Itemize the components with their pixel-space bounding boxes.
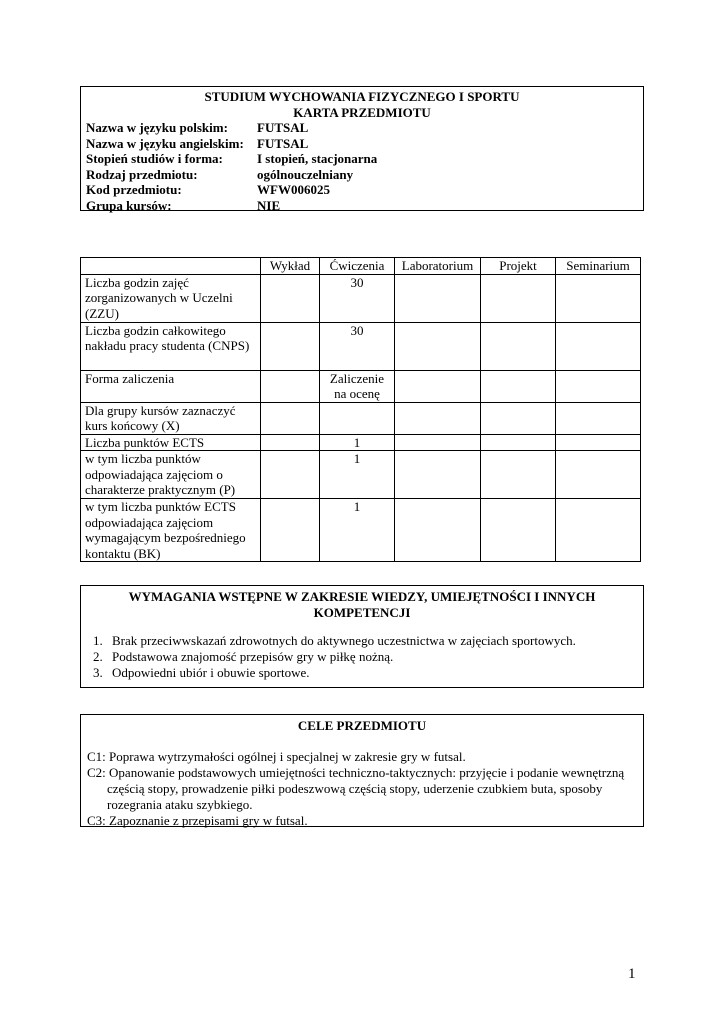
table-cell: [481, 451, 556, 499]
table-cell: [556, 434, 641, 451]
goal-item: C2: Opanowanie podstawowych umiejętności techniczno-taktycznych: przyjęcie i podanie wewnętrzną częścią stopy, prowadzenie piłki podeszwową częścią stopy, uderzenie czubkiem buta, sposoby rozegrania ataku szybkiego.: [87, 765, 625, 812]
table-cell: [395, 274, 481, 322]
table-row: [81, 434, 641, 451]
table-cell: [395, 451, 481, 499]
table-cell: [481, 274, 556, 322]
table-cell: 30: [320, 322, 395, 370]
goal-item: C3: Zapoznanie z przepisami gry w futsal.: [87, 813, 308, 828]
info-value: NIE: [257, 197, 281, 213]
goals-title: CELE PRZEDMIOTU: [297, 718, 427, 733]
table-cell: [481, 370, 556, 402]
info-label: Rodzaj przedmiotu:: [86, 166, 198, 182]
table-cell: [481, 499, 556, 562]
column-header: Laboratorium: [395, 258, 481, 275]
table-cell: [261, 322, 320, 370]
info-row-polish-name: [86, 120, 638, 136]
table-cell: [556, 499, 641, 562]
table-row: [81, 402, 641, 434]
table-cell: Zaliczenie na ocenę: [320, 370, 395, 402]
table-cell: [556, 370, 641, 402]
info-label: Nazwa w języku angielskim:: [86, 135, 244, 151]
table-row: [81, 322, 641, 370]
table-cell: [320, 402, 395, 434]
requirements-box: [80, 585, 644, 688]
table-row: [81, 499, 641, 562]
info-value: FUTSAL: [257, 120, 309, 135]
header-subtitle: KARTA PRZEDMIOTU: [293, 104, 431, 120]
requirements-title: WYMAGANIA WSTĘPNE W ZAKRESIE WIEDZY, UMIEJĘTNOŚCI I INNYCH KOMPETENCJI: [128, 589, 596, 620]
info-row-level: [86, 151, 638, 167]
table-cell: 1: [320, 434, 395, 451]
page-number: 1: [628, 966, 636, 982]
info-label: Grupa kursów:: [86, 197, 172, 213]
table-cell: [261, 434, 320, 451]
info-row-code: [86, 182, 638, 198]
info-row-group: [86, 198, 638, 214]
row-label: Liczba punktów ECTS: [81, 434, 261, 451]
table-cell: [556, 451, 641, 499]
list-item: 3. Odpowiedni ubiór i obuwie sportowe.: [106, 665, 638, 681]
info-row-type: [86, 167, 638, 183]
info-label: Nazwa w języku polskim:: [86, 120, 228, 135]
table-cell: 1: [320, 499, 395, 562]
info-value: I stopień, stacjonarna: [257, 151, 378, 166]
column-header: Wykład: [261, 258, 320, 275]
info-label: Stopień studiów i forma:: [86, 151, 223, 166]
info-value: FUTSAL: [257, 135, 309, 151]
table-cell: [261, 370, 320, 402]
table-cell: [395, 402, 481, 434]
table-cell: [481, 322, 556, 370]
row-label: Forma zaliczenia: [81, 370, 261, 402]
hours-table: [80, 257, 641, 562]
info-label: Kod przedmiotu:: [86, 182, 182, 197]
requirements-list: [86, 633, 638, 681]
row-label: w tym liczba punktów ECTS odpowiadająca zajęciom wymagającym bezpośredniego kontaktu (BK): [81, 499, 261, 562]
table-header-row: [81, 258, 641, 275]
table-cell: [261, 402, 320, 434]
list-item: 1. Brak przeciwwskazań zdrowotnych do aktywnego uczestnictwa w zajęciach sportowych.: [106, 633, 638, 649]
info-value: ogólnouczelniany: [257, 166, 354, 182]
table-cell: [395, 434, 481, 451]
header-title: STUDIUM WYCHOWANIA FIZYCZNEGO I SPORTU: [204, 89, 520, 104]
table-cell: [481, 434, 556, 451]
list-item: 2. Podstawowa znajomość przepisów gry w piłkę nożną.: [106, 649, 638, 665]
table-cell: [556, 322, 641, 370]
course-header-box: [80, 86, 644, 211]
goal-item: C1: Poprawa wytrzymałości ogólnej i specjalnej w zakresie gry w futsal.: [87, 749, 466, 764]
table-cell: [395, 499, 481, 562]
row-label: Liczba godzin całkowitego nakładu pracy studenta (CNPS): [81, 322, 261, 370]
info-row-english-name: [86, 136, 638, 152]
table-cell: 1: [320, 451, 395, 499]
table-cell: [395, 322, 481, 370]
table-cell: [481, 402, 556, 434]
table-cell: [261, 499, 320, 562]
column-header: Projekt: [481, 258, 556, 275]
column-header: Seminarium: [556, 258, 641, 275]
row-label: w tym liczba punktów odpowiadająca zajęciom o charakterze praktycznym (P): [81, 451, 261, 499]
table-cell: [395, 370, 481, 402]
info-value: WFW006025: [257, 182, 330, 197]
table-row: [81, 370, 641, 402]
column-header: Ćwiczenia: [320, 258, 395, 275]
table-row: [81, 451, 641, 499]
table-cell: 30: [320, 274, 395, 322]
table-cell: [556, 402, 641, 434]
goals-box: [80, 714, 644, 827]
table-row: [81, 274, 641, 322]
table-cell: [261, 451, 320, 499]
row-label: Liczba godzin zajęć zorganizowanych w Uczelni (ZZU): [81, 274, 261, 322]
column-header: [81, 258, 261, 275]
table-cell: [261, 274, 320, 322]
table-cell: [556, 274, 641, 322]
row-label: Dla grupy kursów zaznaczyć kurs końcowy (X): [81, 402, 261, 434]
